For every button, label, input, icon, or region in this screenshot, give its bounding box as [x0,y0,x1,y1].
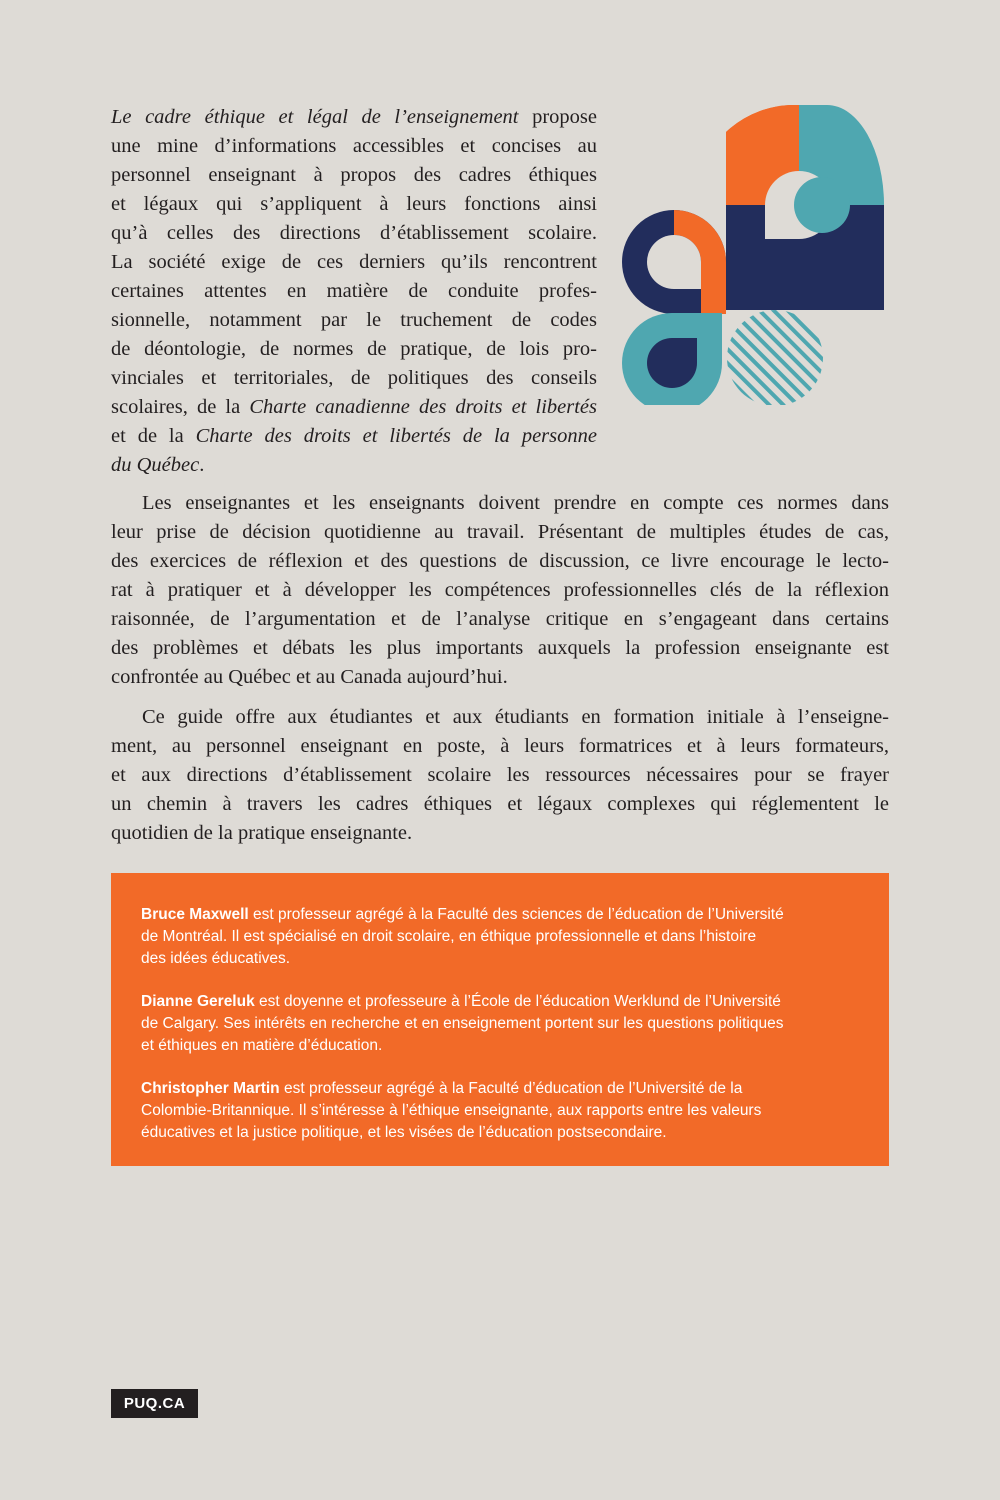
author-bio: Bruce Maxwell est professeur agrégé à la Faculté des sciences de l’éducation de l’Université de Montréal. Il est spécialisé en droit scolaire, en éthique professionnelle et dans l’histoire des idées éducatives. [141,906,784,967]
paragraph-line: quotidien de la pratique enseignante. [111,822,413,844]
author-name: Christopher Martin [141,1080,280,1097]
intro-line: une mine d’informations accessibles et concises au [111,135,597,157]
paragraph-line: un chemin à travers les cadres éthiques et légaux complexes qui réglementent le [111,793,889,815]
paragraph-line: et aux directions d’établissement scolaire les ressources nécessaires pour se frayer [111,764,889,786]
author-bios-box [111,873,889,1166]
intro-line: de déontologie, de normes de pratique, de lois pro- [111,338,597,360]
paragraph-line: rat à pratiquer et à développer les compétences professionnelles clés de la réflexion [111,579,889,601]
intro-line: La société exige de ces derniers qu’ils rencontrent [111,251,597,273]
paragraph-line: Les enseignantes et les enseignants doivent prendre en compte ces normes dans [142,492,889,514]
author-bio: Dianne Gereluk est doyenne et professeure à l’École de l’éducation Werklund de l’Université de Calgary. Ses intérêts en recherche et en enseignement portent sur les questions politiques et éthiques en matière d’éducation. [141,993,784,1054]
hatched-circle [727,310,823,405]
paragraph-line: leur prise de décision quotidienne au travail. Présentant de multiples études de cas, [111,521,889,543]
paragraph-line: Ce guide offre aux étudiantes et aux étudiants en formation initiale à l’enseigne- [142,706,889,728]
large-quadrant-shape [726,105,884,310]
body-paragraph-3 [111,703,889,848]
intro-line: du Québec. [111,454,205,476]
charter-title: Charte canadienne des droits et libertés [249,396,597,418]
decorative-logo-graphic [622,105,884,405]
intro-line: scolaires, de la Charte canadienne des droits et libertés [111,396,597,418]
paragraph-line: confrontée au Québec et au Canada aujourd’hui. [111,666,508,688]
publisher-logo: PUQ.CA [111,1389,198,1418]
author-name: Bruce Maxwell [141,906,249,923]
paragraph-line: des exercices de réflexion et des questions de discussion, ce livre encourage le lecto- [111,550,889,572]
intro-line: Le cadre éthique et légal de l’enseignement propose [111,106,598,128]
book-title: Le cadre éthique et légal de l’enseignement [111,106,519,128]
paragraph-line: des problèmes et débats les plus importants auxquels la profession enseignante est [111,637,889,659]
intro-line: et de la Charte des droits et libertés de la personne [111,425,597,447]
intro-line: certaines attentes en matière de conduite profes- [111,280,597,302]
intro-line: personnel enseignant à propos des cadres éthiques [111,164,597,186]
intro-line: vinciales et territoriales, de politiques des conseils [111,367,597,389]
author-name: Dianne Gereluk [141,993,255,1010]
charter-title: Charte des droits et libertés de la personne [195,425,597,447]
intro-line: qu’à celles des directions d’établissement scolaire. [111,222,597,244]
intro-paragraph [111,103,597,480]
body-paragraph-2 [111,489,889,692]
intro-line: et légaux qui s’appliquent à leurs fonctions ainsi [111,193,597,215]
teal-drop-shape [622,313,722,405]
author-bio: Christopher Martin est professeur agrégé à la Faculté d’éducation de l’Université de la Colombie-Britannique. Il s’intéresse à l’éthique enseignante, aux rapports entre les valeurs éducatives et la justice politique, et les visées de l’éducation postsecondaire. [141,1080,762,1141]
intro-line: sionnelle, notamment par le truchement de codes [111,309,597,331]
paragraph-line: raisonnée, de l’argumentation et de l’analyse critique en s’engageant dans certains [111,608,889,630]
paragraph-line: ment, au personnel enseignant en poste, à leurs formatrices et à leurs formateurs, [111,735,889,757]
charter-title: du Québec [111,454,200,476]
small-orange-shape [622,210,726,314]
